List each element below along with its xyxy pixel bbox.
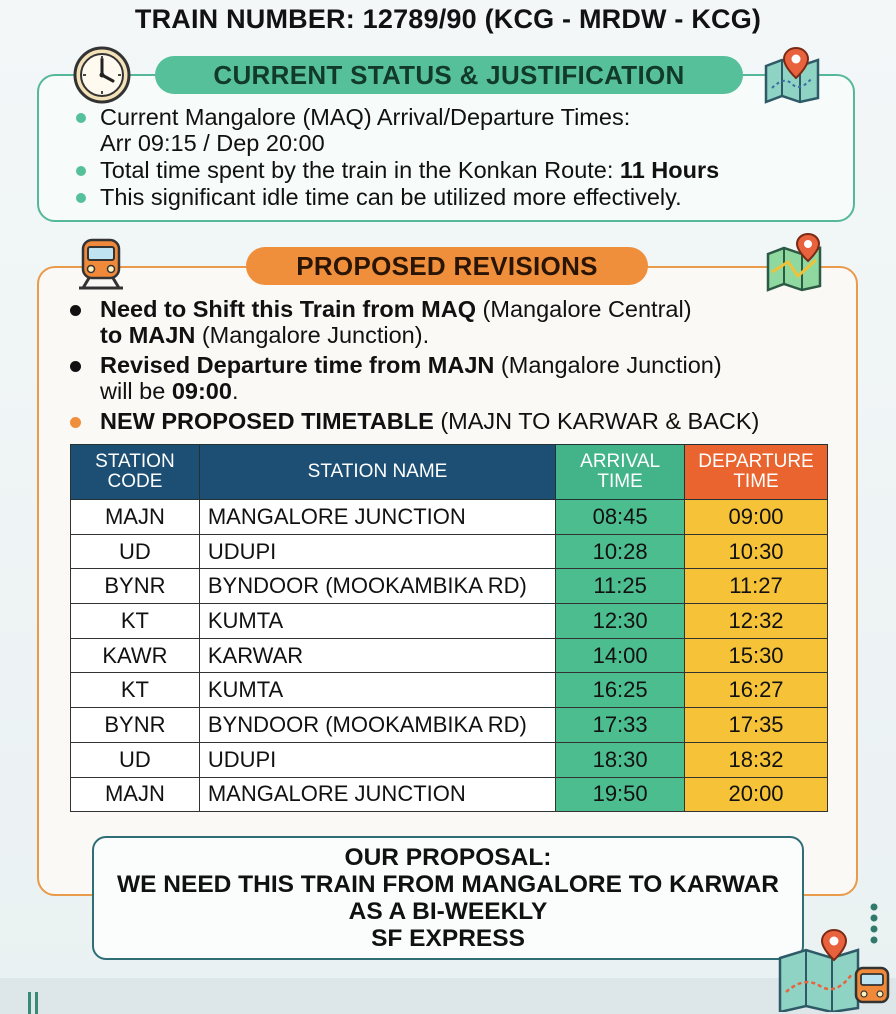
arrival-cell: 16:25 <box>556 673 685 708</box>
station-code-cell: MAJN <box>71 777 200 812</box>
departure-cell: 10:30 <box>685 534 828 569</box>
departure-cell: 12:32 <box>685 604 828 639</box>
departure-cell: 17:35 <box>685 708 828 743</box>
timetable <box>70 444 828 812</box>
list-item: NEW PROPOSED TIMETABLE (MAJN TO KARWAR & BACK) <box>70 408 860 434</box>
station-code-cell: MAJN <box>71 500 200 535</box>
station-code-cell: UD <box>71 534 200 569</box>
departure-cell: 20:00 <box>685 777 828 812</box>
table-row <box>71 777 828 812</box>
arrival-cell: 17:33 <box>556 708 685 743</box>
table-row <box>71 534 828 569</box>
page-title: TRAIN NUMBER: 12789/90 (KCG - MRDW - KCG) <box>134 4 762 34</box>
map-pin-icon <box>762 44 822 104</box>
station-name-cell: BYNDOOR (MOOKAMBIKA RD) <box>199 569 555 604</box>
station-code-cell: KAWR <box>71 638 200 673</box>
train-icon <box>73 236 129 292</box>
status-banner: CURRENT STATUS & JUSTIFICATION <box>155 56 743 94</box>
arrival-cell: 10:28 <box>556 534 685 569</box>
map-train-icon <box>776 928 894 1012</box>
arrival-cell: 19:50 <box>556 777 685 812</box>
station-name-cell: UDUPI <box>199 534 555 569</box>
proposal-box <box>92 836 804 960</box>
header-departure-time: DEPARTURE TIME <box>685 445 828 500</box>
station-code-cell: UD <box>71 742 200 777</box>
table-row <box>71 673 828 708</box>
station-name-cell: MANGALORE JUNCTION <box>199 777 555 812</box>
revisions-list <box>70 296 860 438</box>
header-station-code: STATION CODE <box>71 445 200 500</box>
station-name-cell: KARWAR <box>199 638 555 673</box>
proposal-line: AS A BI-WEEKLY <box>348 898 548 925</box>
status-list <box>76 104 846 211</box>
list-item: Total time spent by the train in the Konkan Route: 11 Hours <box>76 157 846 183</box>
clock-icon <box>70 45 134 105</box>
departure-cell: 15:30 <box>685 638 828 673</box>
station-name-cell: UDUPI <box>199 742 555 777</box>
proposal-heading: OUR PROPOSAL: <box>344 844 552 871</box>
station-code-cell: BYNR <box>71 569 200 604</box>
station-code-cell: BYNR <box>71 708 200 743</box>
station-name-cell: MANGALORE JUNCTION <box>199 500 555 535</box>
departure-cell: 16:27 <box>685 673 828 708</box>
list-item: Need to Shift this Train from MAQ (Mangalore Central) to MAJN (Mangalore Junction). <box>70 296 860 348</box>
bars-icon <box>28 992 40 1014</box>
table-row <box>71 569 828 604</box>
table-row <box>71 708 828 743</box>
station-name-cell: KUMTA <box>199 604 555 639</box>
table-row <box>71 638 828 673</box>
arrival-cell: 11:25 <box>556 569 685 604</box>
arrival-cell: 18:30 <box>556 742 685 777</box>
header-arrival-time: ARRIVAL TIME <box>556 445 685 500</box>
station-name-cell: KUMTA <box>199 673 555 708</box>
list-item: This significant idle time can be utilized more effectively. <box>76 184 846 210</box>
proposal-line: WE NEED THIS TRAIN FROM MANGALORE TO KARWAR <box>117 871 779 898</box>
table-row <box>71 742 828 777</box>
table-row <box>71 604 828 639</box>
departure-cell: 11:27 <box>685 569 828 604</box>
arrival-cell: 12:30 <box>556 604 685 639</box>
station-code-cell: KT <box>71 604 200 639</box>
table-row <box>71 500 828 535</box>
station-name-cell: BYNDOOR (MOOKAMBIKA RD) <box>199 708 555 743</box>
map-icon <box>764 232 826 292</box>
proposal-line: SF EXPRESS <box>371 925 525 952</box>
departure-cell: 09:00 <box>685 500 828 535</box>
revisions-banner: PROPOSED REVISIONS <box>246 247 648 285</box>
departure-cell: 18:32 <box>685 742 828 777</box>
list-item: Current Mangalore (MAQ) Arrival/Departure Times: Arr 09:15 / Dep 20:00 <box>76 104 846 156</box>
bottom-strip <box>0 978 896 1014</box>
arrival-cell: 14:00 <box>556 638 685 673</box>
list-item: Revised Departure time from MAJN (Mangalore Junction) will be 09:00. <box>70 352 860 404</box>
table-header-row <box>71 445 828 500</box>
header-station-name: STATION NAME <box>199 445 555 500</box>
arrival-cell: 08:45 <box>556 500 685 535</box>
station-code-cell: KT <box>71 673 200 708</box>
